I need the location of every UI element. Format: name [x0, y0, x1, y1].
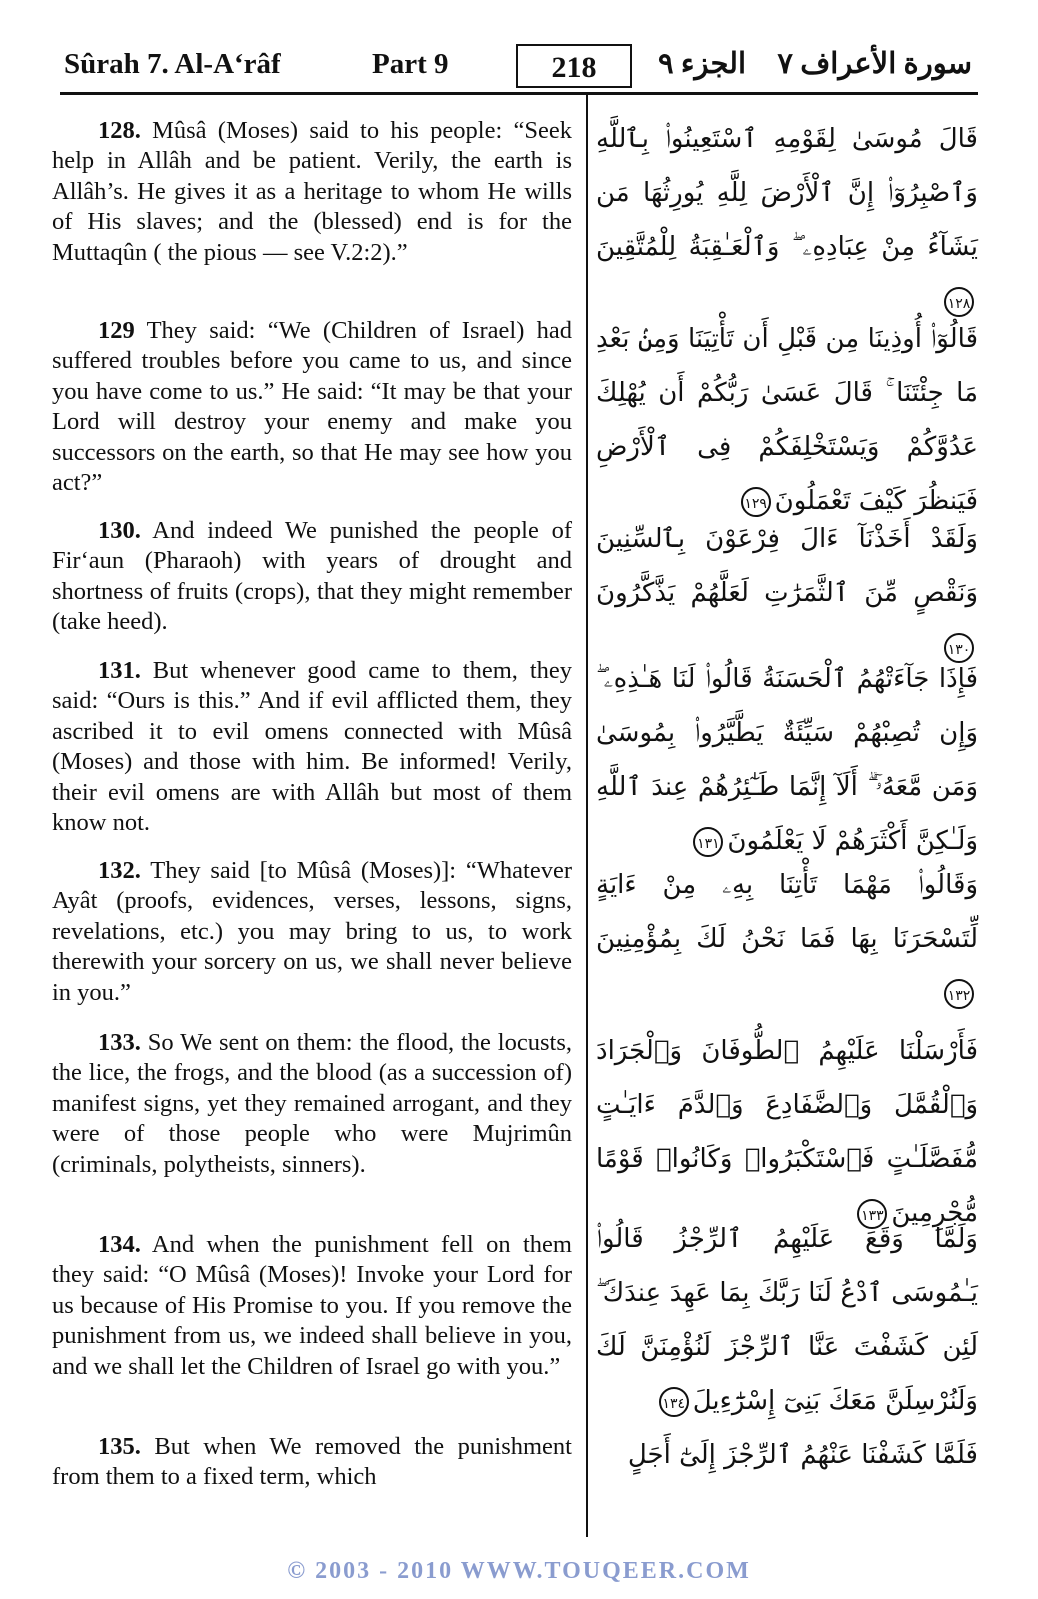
copyright-footer: © 2003 - 2010 WWW.TOUQEER.COM [287, 1558, 751, 1584]
verse-ar-134 [596, 1212, 978, 1428]
verse-en-129 [52, 316, 572, 498]
ayah-number-marker: ١٢٨ [944, 287, 974, 317]
ayah-number-marker: ١٣٤ [659, 1387, 689, 1417]
verse-en-133 [52, 1028, 572, 1180]
page-number: 218 [516, 44, 632, 88]
verse-text: So We sent on them: the flood, the locusts, the lice, the frogs, and the blood (as a succession of) manifest signs, yet they remained arrogant, and they were of those people who were Mujrimûn (criminals, polytheists, sinners). [52, 1029, 572, 1178]
verse-number: 130. [98, 517, 141, 544]
verse-en-128 [52, 116, 572, 268]
arabic-verse-text: فَلَمَّا كَشَفْنَا عَنْهُمُ ٱلرِّجْزَ إِلَىٰٓ أَجَلٍ [627, 1440, 978, 1470]
verse-text: They said [to Mûsâ (Moses)]: “Whatever Ayât (proofs, evidences, verses, lessons, signs, revelations, etc.) you may bring to us, to work therewith your sorcery on us, we shall never believe in you.” [52, 857, 572, 1006]
verse-number: 133. [98, 1029, 141, 1056]
verse-text: But when We removed the punishment from them to a fixed term, which [52, 1433, 572, 1491]
arabic-verse-text: قَالَ مُوسَىٰ لِقَوْمِهِ ٱسْتَعِينُوا۟ بِٱللَّهِ وَٱصْبِرُوٓا۟ إِنَّ ٱلْأَرْضَ لِلَّهِ يُورِثُهَا مَن يَشَآءُ مِنْ عِبَادِهِۦ ۖ وَٱلْعَـٰقِبَةُ لِلْمُتَّقِينَ [596, 124, 978, 262]
surah-title-arabic: سورة الأعراف ٧ [777, 48, 972, 80]
verse-text: They said: “We (Children of Israel) had suffered troubles before you came to us, and since you have come to us.” He said: “It may be that your Lord will destroy your enemy and make you successors on the earth, so that He may see how you act?” [52, 317, 572, 497]
arabic-verse-text: فَإِذَا جَآءَتْهُمُ ٱلْحَسَنَةُ قَالُوا۟ لَنَا هَـٰذِهِۦ ۖ وَإِن تُصِبْهُمْ سَيِّئَةٌ يَطَّيَّرُوا۟ بِمُوسَىٰ وَمَن مَّعَهُۥٓ ۗ أَلَآ إِنَّمَا طَـٰٓئِرُهُمْ عِندَ ٱللَّهِ وَلَـٰكِنَّ أَكْثَرَهُمْ لَا يَعْلَمُونَ [596, 664, 978, 856]
verse-text: Mûsâ (Moses) said to his people: “Seek help in Allâh and be patient. Verily, the earth is Allâh’s. He gives it as a heritage to whom He wills of His slaves; and the (blessed) end is for the Muttaqûn ( the pious — see V.2:2).” [52, 117, 572, 266]
ayah-number-marker: ١٣١ [693, 827, 723, 857]
arabic-verse-text: فَأَرْسَلْنَا عَلَيْهِمُ ٱلطُّوفَانَ وَٱلْجَرَادَ وَٱلْقُمَّلَ وَٱلضَّفَادِعَ وَٱلدَّمَ ءَايَـٰتٍ مُّفَصَّلَـٰتٍ فَٱسْتَكْبَرُوا۟ وَكَانُوا۟ قَوْمًا مُّجْرِمِينَ [596, 1036, 978, 1228]
arabic-verse-text: وَلَمَّا وَقَعَ عَلَيْهِمُ ٱلرِّجْزُ قَالُوا۟ يَـٰمُوسَى ٱدْعُ لَنَا رَبَّكَ بِمَا عَهِدَ عِندَكَ ۖ لَئِن كَشَفْتَ عَنَّا ٱلرِّجْزَ لَنُؤْمِنَنَّ لَكَ وَلَنُرْسِلَنَّ مَعَكَ بَنِىٓ إِسْرَٰٓءِيلَ [596, 1224, 978, 1416]
verse-number: 128. [98, 117, 141, 144]
verse-ar-133 [596, 1024, 978, 1240]
verse-en-130 [52, 516, 572, 638]
verse-en-132 [52, 856, 572, 1008]
arabic-verse-text: قَالُوٓا۟ أُوذِينَا مِن قَبْلِ أَن تَأْتِيَنَا وَمِنۢ بَعْدِ مَا جِئْتَنَا ۚ قَالَ عَسَىٰ رَبُّكُمْ أَن يُهْلِكَ عَدُوَّكُمْ وَيَسْتَخْلِفَكُمْ فِى ٱلْأَرْضِ فَيَنظُرَ كَيْفَ تَعْمَلُونَ [596, 324, 978, 516]
verse-ar-129 [596, 312, 978, 528]
verse-ar-131 [596, 652, 978, 868]
ayah-number-marker: ١٣٣ [857, 1199, 887, 1229]
verse-number: 129 [98, 317, 135, 344]
verse-ar-135 [596, 1428, 978, 1482]
surah-title-english: Sûrah 7. Al-A‘râf [64, 48, 281, 80]
verse-ar-132 [596, 858, 978, 1020]
juz-label-arabic: الجزء ٩ [658, 48, 747, 80]
ayah-number-marker: ١٣٠ [944, 633, 974, 663]
verse-number: 131. [98, 657, 141, 684]
column-divider [586, 94, 588, 1537]
verse-text: But whenever good came to them, they said: “Ours is this.” And if evil afflicted them, they ascribed it to evil omens connected with Mûsâ (Moses) and those with him. Be informed! Verily, their evil omens are with Allâh but most of them know not. [52, 657, 572, 837]
verse-number: 134. [98, 1231, 141, 1258]
ayah-number-marker: ١٣٢ [944, 979, 974, 1009]
verse-en-131 [52, 656, 572, 838]
header-rule [60, 92, 978, 95]
verse-ar-128 [596, 112, 978, 328]
ayah-number-marker: ١٢٩ [741, 487, 771, 517]
verse-number: 135. [98, 1433, 141, 1460]
verse-ar-130 [596, 512, 978, 674]
page-header [60, 44, 978, 94]
verse-en-135 [52, 1432, 572, 1493]
verse-en-134 [52, 1230, 572, 1382]
part-label: Part 9 [372, 48, 449, 80]
verse-text: And when the punishment fell on them they said: “O Mûsâ (Moses)! Invoke your Lord for us because of His Promise to you. If you remove the punishment from us, we indeed shall believe in you, and we shall let the Children of Israel go with you.” [52, 1231, 572, 1380]
verse-number: 132. [98, 857, 141, 884]
arabic-verse-text: وَلَقَدْ أَخَذْنَآ ءَالَ فِرْعَوْنَ بِٱلسِّنِينَ وَنَقْصٍ مِّنَ ٱلثَّمَرَٰتِ لَعَلَّهُمْ يَذَّكَّرُونَ [596, 524, 978, 608]
arabic-verse-text: وَقَالُوا۟ مَهْمَا تَأْتِنَا بِهِۦ مِنْ ءَايَةٍ لِّتَسْحَرَنَا بِهَا فَمَا نَحْنُ لَكَ بِمُؤْمِنِينَ [596, 870, 978, 954]
verse-text: And indeed We punished the people of Fir‘aun (Pharaoh) with years of drought and shortness of fruits (crops), that they might remember (take heed). [52, 517, 572, 636]
